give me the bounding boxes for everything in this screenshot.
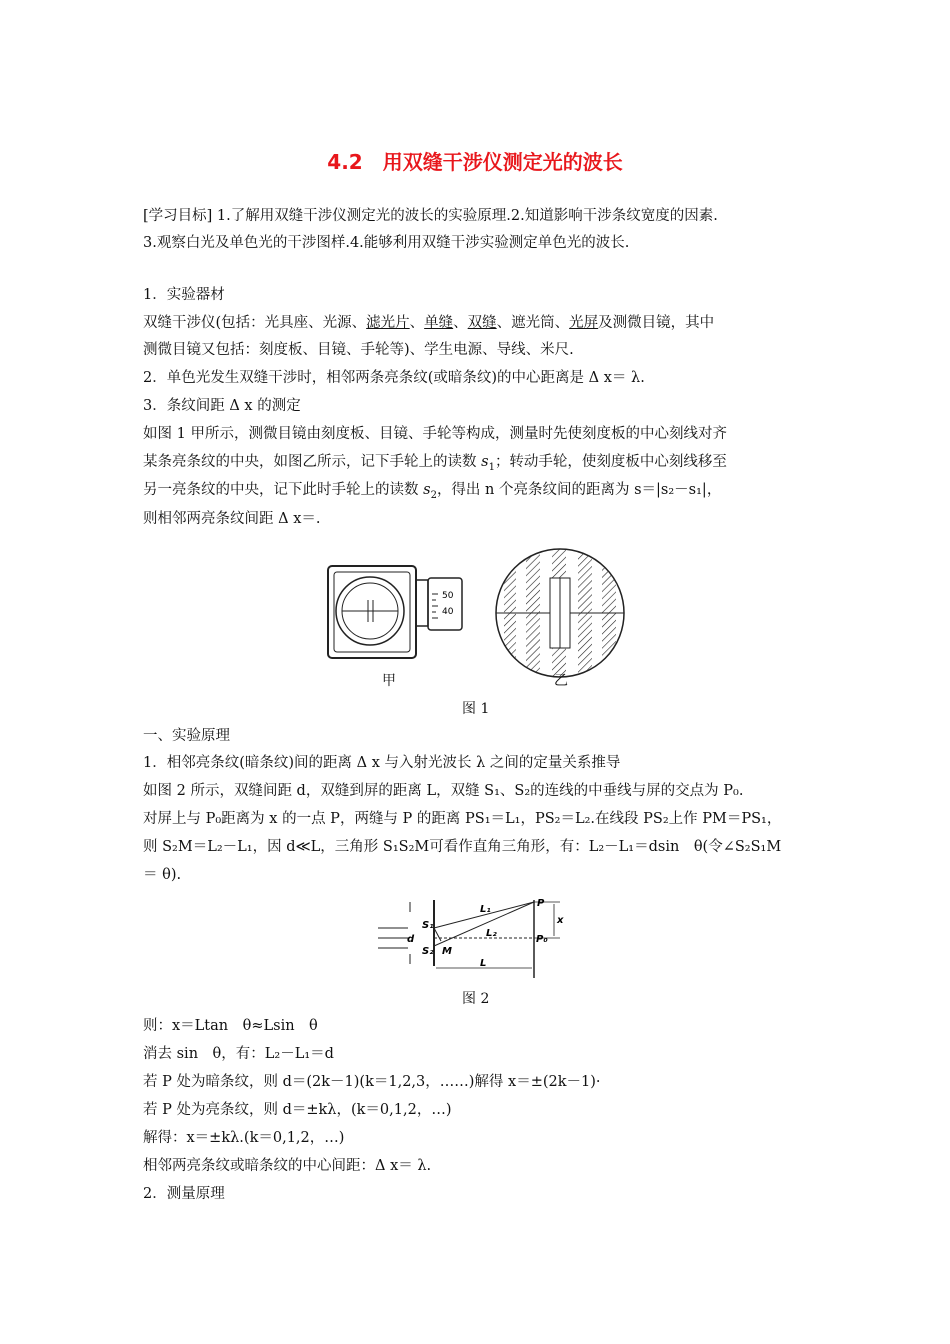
label-S2: S₂	[422, 946, 434, 957]
equipment-text-b: 、遮光筒、	[496, 315, 570, 331]
section-3-line-2	[143, 452, 727, 478]
separator: 、	[409, 315, 425, 331]
subscript: 2	[430, 489, 437, 501]
label-P0: P₀	[536, 934, 548, 945]
equipment-text-a: 双缝干涉仪(包括：光具座、光源、	[143, 315, 367, 331]
equipment-line-1	[143, 313, 714, 333]
derivation-line-5: 解得：x＝±kλ.(k＝0,1,2，…)	[143, 1130, 345, 1146]
derivation-line-6: 相邻两亮条纹或暗条纹的中心间距：Δ x＝ λ.	[143, 1158, 432, 1174]
double-slit-geometry-drawing	[378, 900, 560, 978]
section-3-line-3-a: 另一亮条纹的中央，记下此时手轮上的读数	[143, 482, 424, 498]
scale-label-top: 50	[442, 591, 454, 601]
figure-2-caption: 图 2	[462, 991, 490, 1007]
label-L: L	[480, 958, 487, 969]
objectives-line-2: 3.观察白光及单色光的干涉图样.4.能够利用双缝干涉实验测定单色光的波长.	[143, 235, 630, 251]
label-S1: S₁	[422, 920, 434, 931]
principle-line-2: 如图 2 所示，双缝间距 d，双缝到屏的距离 L，双缝 S₁、S₂的连线的中垂线与屏的交点为 P₀.	[143, 783, 744, 799]
figure-1-label-jia: 甲	[382, 673, 396, 689]
equipment-text-c: 及测微目镜，其中	[598, 315, 715, 331]
section-3-heading: 3．条纹间距 Δ x 的测定	[143, 398, 301, 414]
figure-1-caption: 图 1	[462, 701, 490, 717]
section-3-line-4: 则相邻两亮条纹间距 Δ x＝.	[143, 511, 321, 527]
label-P: P	[537, 898, 545, 909]
page-title: 4.2 用双缝干涉仪测定光的波长	[327, 150, 623, 174]
derivation-line-3: 若 P 处为暗条纹，则 d＝(2k－1)(k＝1,2,3，……)解得 x＝±(2k－1)·	[143, 1074, 601, 1090]
derivation-line-2: 消去 sin θ，有：L₂－L₁＝d	[143, 1046, 334, 1062]
subscript: 1	[488, 461, 495, 473]
section-1-heading: 1．实验器材	[143, 287, 225, 303]
figure-2	[370, 892, 580, 982]
var-s: s	[423, 482, 431, 498]
derivation-line-1: 则：x＝Ltan θ≈Lsin θ	[143, 1018, 318, 1034]
figure-1-label-yi: 乙	[554, 673, 568, 689]
equipment-line-2: 测微目镜又包括：刻度板、目镜、手轮等)、学生电源、导线、米尺.	[143, 342, 574, 358]
blank-screen: 光屏	[569, 315, 599, 331]
principle-line-4: 则 S₂M＝L₂－L₁，因 d≪L，三角形 S₁S₂M可看作直角三角形，有：L₂－L₁＝dsin θ(令∠S₂S₁M	[143, 839, 782, 855]
principle-heading: 一、实验原理	[143, 728, 230, 744]
section-3-line-2-b: ；转动手轮，使刻度板中心刻线移至	[494, 454, 727, 470]
label-d: d	[407, 934, 415, 945]
principle-line-1: 1．相邻亮条纹(暗条纹)间的距离 Δ x 与入射光波长 λ 之间的定量关系推导	[143, 755, 621, 771]
principle-line-5: ＝ θ).	[143, 867, 182, 883]
figure-1	[320, 548, 640, 698]
section-3-line-1: 如图 1 甲所示，测微目镜由刻度板、目镜、手轮等构成，测量时先使刻度板的中心刻线对齐	[143, 426, 727, 442]
blank-single-slit: 单缝	[424, 315, 454, 331]
label-L1: L₁	[480, 904, 491, 915]
scale-label-bottom: 40	[442, 607, 454, 617]
section-3-line-2-a: 某条亮条纹的中央，如图乙所示，记下手轮上的读数	[143, 454, 482, 470]
principle-line-3: 对屏上与 P₀距离为 x 的一点 P，两缝与 P 的距离 PS₁＝L₁，PS₂＝L₂.在线段 PS₂上作 PM＝PS₁，	[143, 811, 782, 827]
blank-filter: 滤光片	[366, 315, 410, 331]
derivation-line-7: 2．测量原理	[143, 1186, 225, 1202]
var-s: s	[481, 454, 489, 470]
label-x: x	[557, 915, 564, 926]
section-3-line-3	[143, 480, 721, 506]
section-3-line-3-b: ，得出 n 个亮条纹间的距离为 s＝|s₂－s₁|，	[436, 482, 722, 498]
label-L2: L₂	[486, 928, 497, 939]
blank-double-slit: 双缝	[467, 315, 497, 331]
label-M: M	[442, 946, 452, 957]
separator: 、	[453, 315, 468, 331]
derivation-line-4: 若 P 处为亮条纹，则 d＝±kλ，(k＝0,1,2，…)	[143, 1102, 452, 1118]
objectives-line-1: [学习目标] 1.了解用双缝干涉仪测定光的波长的实验原理.2.知道影响干涉条纹宽度的因素.	[143, 208, 718, 224]
section-2-text: 2．单色光发生双缝干涉时，相邻两条亮条纹(或暗条纹)的中心距离是 Δ x＝ λ.	[143, 370, 645, 386]
